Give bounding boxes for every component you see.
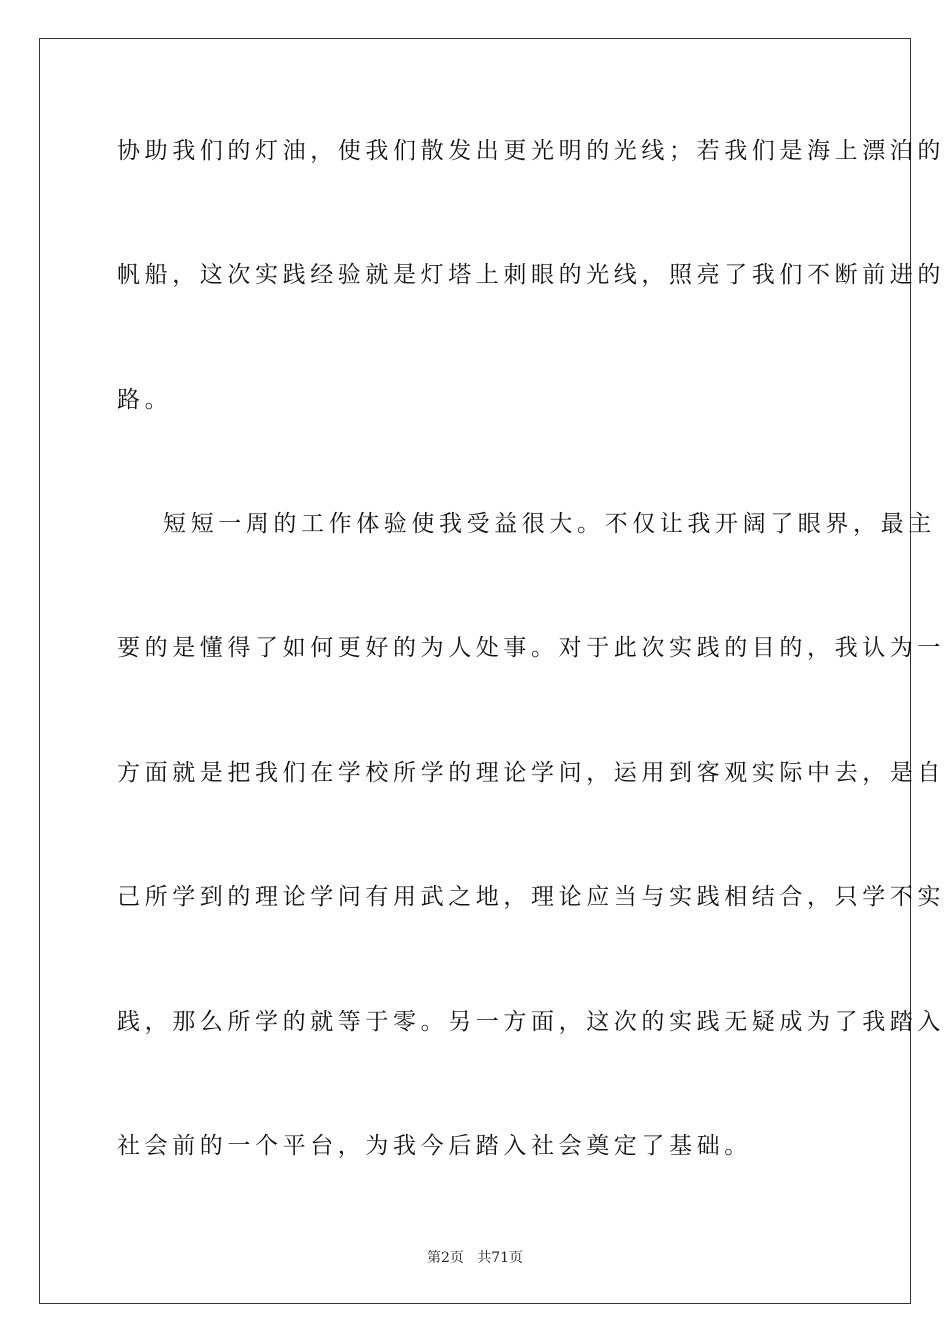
text-line: 方面就是把我们在学校所学的理论学问，运用到客观实际中去，是自	[117, 760, 945, 786]
text-line: 协助我们的灯油，使我们散发出更光明的光线；若我们是海上漂泊的	[117, 138, 945, 164]
text-line: 路。	[117, 387, 173, 413]
text-line: 社会前的一个平台，为我今后踏入社会奠定了基础。	[117, 1133, 752, 1159]
page-border	[39, 38, 945, 1304]
page-number-footer: 第2页 共71页	[426, 1250, 524, 1266]
text-line: 要的是懂得了如何更好的为人处事。对于此次实践的目的，我认为一	[117, 635, 945, 661]
text-line: 践，那么所学的就等于零。另一方面，这次的实践无疑成为了我踏入	[117, 1009, 945, 1035]
text-line: 己所学到的理论学问有用武之地，理论应当与实践相结合，只学不实	[117, 884, 945, 910]
text-line: 短短一周的工作体验使我受益很大。不仅让我开阔了眼界，最主	[163, 511, 936, 537]
text-line: 帆船，这次实践经验就是灯塔上刺眼的光线，照亮了我们不断前进的	[117, 262, 945, 288]
